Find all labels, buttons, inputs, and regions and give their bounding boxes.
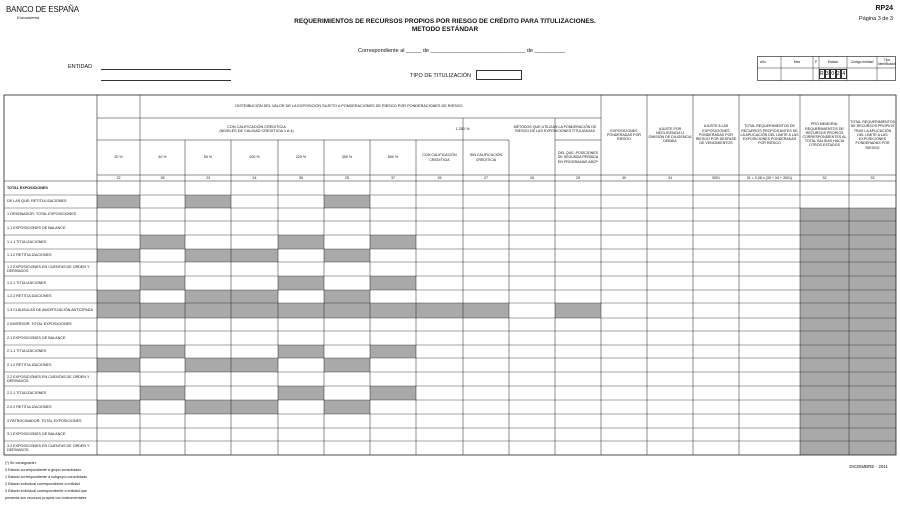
column-number: 37	[391, 175, 395, 180]
row-label: 1.1.2 RETITULIZACIONES	[7, 253, 52, 258]
shaded-cell	[185, 195, 231, 208]
shaded-cell	[278, 276, 324, 290]
column-number: 22	[116, 175, 121, 180]
shaded-cell	[555, 303, 601, 318]
column-header: 225 %	[295, 155, 307, 160]
shaded-cell	[463, 303, 509, 318]
shaded-cell	[231, 358, 278, 372]
shaded-cell	[278, 235, 324, 249]
shaded-cell	[97, 290, 140, 303]
code-digit: 0	[830, 69, 836, 79]
column-number: 35	[160, 175, 165, 180]
shaded-cell	[324, 195, 370, 208]
column-header: 350 %	[341, 155, 353, 160]
shaded-cell	[370, 386, 416, 400]
shaded-cell	[185, 303, 231, 318]
column-number: 26	[437, 175, 442, 180]
shaded-cell	[97, 195, 140, 208]
row-label: 1 ORIGINADOR: TOTAL EXPOSICIONES	[7, 212, 77, 217]
shaded-cell	[324, 303, 370, 318]
shaded-cell	[278, 386, 324, 400]
shaded-cell	[370, 235, 416, 249]
row-label: 2.1.1 TITULIZACIONES	[7, 349, 47, 354]
row-label: 2.2.1 TITULIZACIONES	[7, 390, 47, 395]
with-rating-header: CON CALIFICACIÓN CREDITICIA (NIVELES DE CALIDAD CREDITICIA 1 A 4)	[219, 124, 294, 133]
footnote: (*) Se consignarán:	[5, 461, 37, 465]
correspondiente-line: Correspondiente al _____ de _______________________________ de __________	[358, 48, 566, 54]
shaded-cell	[97, 400, 140, 414]
shaded-cell	[278, 303, 324, 318]
column-header: TOTAL REQUERIMIENTOS DE RECURSOS PROPIOS ANTES DE LA APLICACIÓN DEL LÍMITE A LAS EXPOSICIONES PONDERADAS POR RIESGO	[740, 124, 799, 146]
pct-1250-header: 1.250 %	[455, 126, 470, 131]
entidad-label: ENTIDAD	[68, 64, 93, 70]
code-digit: 3	[825, 69, 831, 79]
column-header: PRO MEMORIA: REQUERIMIENTOS DE RECURSOS PROPIOS CORRESPONDIENTES AL TOTAL SALIDAS HACIA OTROS ESTADOS	[802, 122, 847, 148]
column-number: 34	[668, 175, 672, 180]
row-label: DE LAS QUE: RETITULIZACIONES	[7, 199, 67, 204]
row-label: 1.3 CLÁUSULAS DE AMORTIZACIÓN ANTICIPADA	[7, 308, 93, 313]
column-number: 3001	[712, 175, 720, 180]
shaded-cell	[140, 303, 185, 318]
column-number: 29	[576, 175, 580, 180]
row-label: 2.1 EXPOSICIONES DE BALANCE	[7, 335, 66, 340]
title-line-2: METODO ESTÁNDAR	[411, 26, 479, 33]
column-header: AJUSTE POR NEGLIGENCIA U OMISIÓN DE DILIGENCIA DEBIDA	[648, 126, 692, 144]
column-number: 23	[206, 175, 210, 180]
shaded-cell	[370, 276, 416, 290]
column-header: AJUSTE A LAS EXPOSICIONES PONDERADAS POR RIESGO POR DESFASE DE VENCIMIENTOS	[695, 124, 737, 146]
methods-header: MÉTODOS QUE UTILIZAN LA PONDERACIÓN DE RIESGO DE LAS EXPOSICIONES TITULIZADAS	[513, 124, 597, 133]
shaded-cell	[324, 358, 370, 372]
shaded-cell	[324, 249, 370, 262]
column-number: 25	[345, 175, 349, 180]
shaded-cell	[97, 249, 140, 262]
shaded-cell	[140, 386, 185, 400]
row-label: 1.1.1 TITULIZACIONES	[7, 239, 47, 244]
column-number: 24	[252, 175, 257, 180]
date-box-label: P	[814, 59, 818, 64]
column-number: 27	[484, 175, 488, 180]
column-header: 50 %	[203, 155, 213, 160]
group-header: DISTRIBUCIÓN DEL VALOR DE LA EXPOSICIÓN SUJETO A PONDERACIONES DE RIESGO POR PONDERACIONES DE RIESGO	[235, 104, 463, 109]
shaded-cell	[185, 400, 231, 414]
column-number: 36	[299, 175, 303, 180]
shaded-cell	[185, 290, 231, 303]
row-label: 2.2.2 RETITULIZACIONES	[7, 404, 52, 409]
row-label: 2 INVERSOR: TOTAL EXPOSICIONES	[7, 322, 72, 327]
shaded-cell	[185, 358, 231, 372]
shaded-cell	[140, 345, 185, 358]
column-header: 650 %	[387, 155, 399, 160]
shaded-cell	[97, 303, 140, 318]
column-header: 100 %	[249, 155, 260, 160]
footer-date: DICIEMBRE - 2011	[849, 464, 888, 469]
shaded-cell	[231, 249, 278, 262]
date-box-label: Tipo identificador	[877, 57, 897, 66]
code-digit: 2	[836, 69, 842, 79]
shaded-cell	[278, 345, 324, 358]
logo-subtitle: Eurosistema	[17, 15, 40, 20]
column-number: 32	[822, 175, 827, 180]
tipo-label: TIPO DE TITULIZACIÓN	[410, 73, 472, 79]
date-box-label: Año	[759, 59, 767, 64]
shaded-cell	[800, 208, 896, 455]
shaded-cell	[324, 290, 370, 303]
row-label: 1.2 EXPOSICIONES EN CUENTAS DE ORDEN Y DERIVADOS	[7, 264, 90, 273]
title-line-1: REQUERIMIENTOS DE RECURSOS PROPIOS POR RIESGO DE CRÉDITO PARA TITULIZACIONES.	[294, 18, 596, 25]
column-number: 31 = 0,08 x (30 + 34 + 3001)	[746, 175, 793, 180]
footnote: 1 Estado correspondiente a subgrupo consolidado	[5, 475, 88, 479]
row-label: 3.2 EXPOSICIONES EN CUENTAS DE ORDEN Y DERIVADOS	[7, 443, 90, 452]
row-label: 1.2.1 TITULIZACIONES	[7, 280, 47, 285]
shaded-cell	[370, 345, 416, 358]
footnote: presenta sus recursos propios con instrumentales	[5, 496, 87, 500]
column-header: DEL QUE: POSICIONES DE SEGUNDA PÉRDIDA EN PROGRAMAS ABCP	[557, 151, 599, 164]
column-number: 28	[530, 175, 534, 180]
column-header: CON CALIFICACIÓN CREDITICIA	[422, 153, 457, 162]
form-code: RP24	[875, 5, 893, 12]
column-header: 20 %	[114, 155, 123, 160]
column-header: 40 %	[158, 155, 167, 160]
column-header: EXPOSICIONES PONDERADAS POR RIESGO	[607, 128, 641, 142]
column-header: TOTAL REQUERIMIENTOS DE RECURSOS PROPIOS TRAS LA APLICACIÓN DEL LÍMITE A LAS EXPOSICIONES PONDERADAS POR RIESGO	[850, 120, 895, 150]
row-label: TOTAL EXPOSICIONES	[7, 185, 48, 190]
shaded-cell	[140, 235, 185, 249]
row-label: 3 PATROCINADOR: TOTAL EXPOSICIONES	[7, 418, 82, 423]
shaded-cell	[185, 249, 231, 262]
shaded-cell	[416, 303, 463, 318]
shaded-cell	[231, 400, 278, 414]
column-number: 30	[622, 175, 626, 180]
row-label: 1.2.2 RETITULIZACIONES	[7, 294, 52, 299]
date-box-label: Estado	[827, 59, 839, 64]
shaded-cell	[231, 303, 278, 318]
logo-text: BANCO DE ESPAÑA	[6, 5, 79, 14]
footnote: 2 Estado individual correspondiente a entidad	[5, 482, 80, 486]
date-box-label: Código entidad	[850, 59, 874, 64]
page-indicator: Página 3 de 3	[859, 16, 893, 22]
shaded-cell	[140, 276, 185, 290]
column-header: SIN CALIFICACIÓN CREDITICIA	[469, 153, 503, 162]
shaded-cell	[324, 400, 370, 414]
shaded-cell	[231, 290, 278, 303]
row-label: 3.1 EXPOSICIONES DE BALANCE	[7, 432, 66, 437]
shaded-cell	[370, 303, 416, 318]
date-box-label: Mes	[793, 59, 801, 64]
column-number: 33	[870, 175, 875, 180]
row-label: 2.2 EXPOSICIONES EN CUENTAS DE ORDEN Y DERIVADOS	[7, 374, 90, 383]
shaded-cell	[97, 358, 140, 372]
footnote: 3 Estado individual correspondiente a entidad que	[5, 489, 87, 493]
row-label: 1.1 EXPOSICIONES DE BALANCE	[7, 225, 66, 230]
footnote: 0 Estado correspondiente a grupo consolidado	[5, 468, 82, 472]
row-label: 2.1.2 RETITULIZACIONES	[7, 362, 52, 367]
code-digit: R	[819, 69, 825, 79]
code-digit: 4	[841, 69, 847, 79]
